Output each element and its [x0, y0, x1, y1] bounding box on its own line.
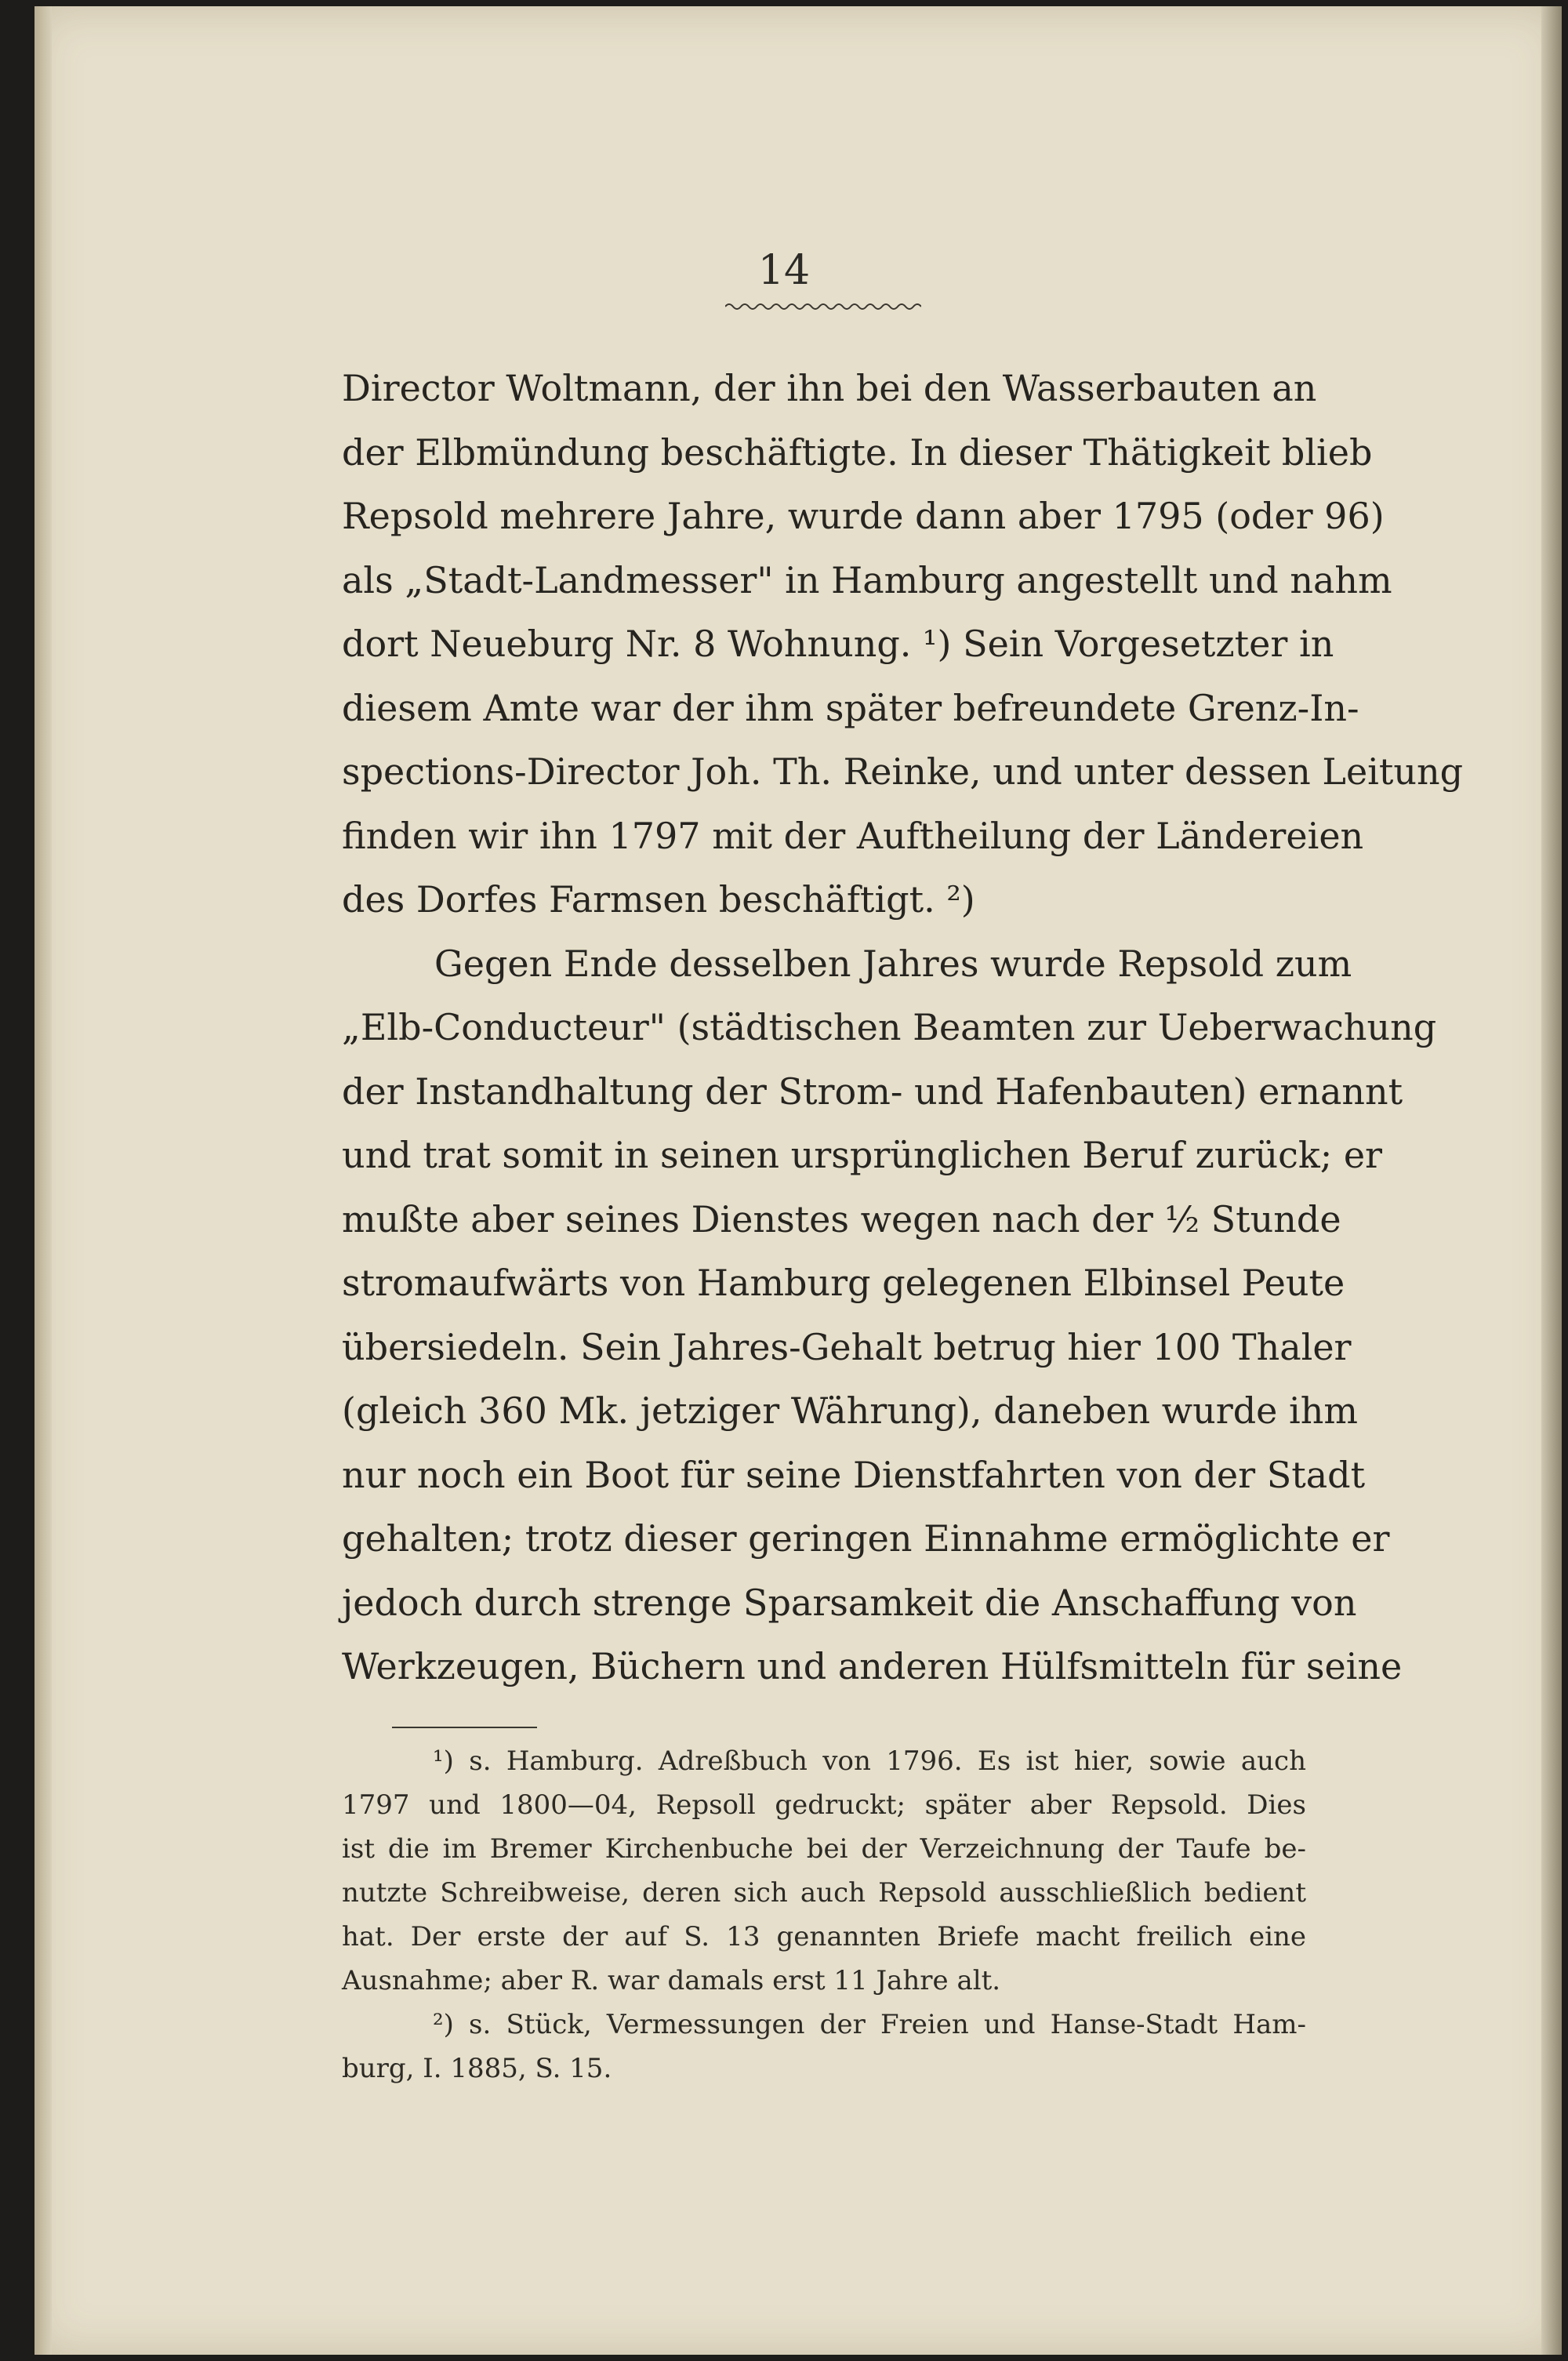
text-line: des Dorfes Farmsen beschäftigt. ²) — [342, 878, 975, 921]
text-line: Gegen Ende desselben Jahres wurde Repsold zum — [434, 942, 1352, 985]
footnote-divider — [392, 1727, 537, 1728]
text-line: dort Neueburg Nr. 8 Wohnung. ¹) Sein Vorgesetzter in — [342, 623, 1334, 665]
page-right-edge — [1541, 6, 1562, 2355]
wavy-ornament — [725, 301, 921, 312]
text-line: als „Stadt-Landmesser" in Hamburg angestellt und nahm — [342, 558, 1392, 601]
text-line: diesem Amte war der ihm später befreundete Grenz-In- — [342, 686, 1359, 729]
text-line: jedoch durch strenge Sparsamkeit die Anschaffung von — [342, 1581, 1357, 1624]
text-line: spections-Director Joh. Th. Reinke, und unter dessen Leitung — [342, 750, 1464, 793]
footnote-line: ist die im Bremer Kirchenbuche bei der Verzeichnung der Taufe be- — [342, 1833, 1306, 1865]
page-number: 14 — [757, 247, 811, 294]
text-line: übersiedeln. Sein Jahres-Gehalt betrug hier 100 Thaler — [342, 1325, 1352, 1368]
text-line: (gleich 360 Mk. jetziger Währung), daneben wurde ihm — [342, 1389, 1358, 1432]
text-line: der Instandhaltung der Strom- und Hafenbauten) ernannt — [342, 1070, 1403, 1113]
footnote-line: ²) s. Stück, Vermessungen der Freien und Hanse-Stadt Ham- — [433, 2009, 1306, 2040]
text-line: „Elb-Conducteur" (städtischen Beamten zur Ueberwachung — [342, 1006, 1437, 1048]
page-spine-edge — [34, 6, 52, 2355]
text-line: gehalten; trotz dieser geringen Einnahme ermöglichte er — [342, 1517, 1390, 1560]
text-line: Repsold mehrere Jahre, wurde dann aber 1795 (oder 96) — [342, 495, 1385, 537]
footnote-line: nutzte Schreibweise, deren sich auch Repsold ausschließlich bedient — [342, 1877, 1306, 1909]
footnote-line: burg, I. 1885, S. 15. — [342, 2053, 612, 2084]
text-line: finden wir ihn 1797 mit der Auftheilung der Ländereien — [342, 814, 1364, 857]
text-line: Director Woltmann, der ihn bei den Wasserbauten an — [342, 367, 1317, 409]
text-line: Werkzeugen, Büchern und anderen Hülfsmitteln für seine — [342, 1645, 1403, 1687]
text-line: mußte aber seines Dienstes wegen nach der ½ Stunde — [342, 1197, 1341, 1240]
text-line: nur noch ein Boot für seine Dienstfahrten von der Stadt — [342, 1453, 1366, 1496]
footnotes — [342, 1739, 1306, 2090]
footnote-line: ¹) s. Hamburg. Adreßbuch von 1796. Es ist hier, sowie auch — [433, 1745, 1306, 1777]
footnote-line: hat. Der erste der auf S. 13 genannten Briefe macht freilich eine — [342, 1921, 1306, 1952]
footnote-line: Ausnahme; aber R. war damals erst 11 Jahre alt. — [342, 1965, 1001, 1996]
main-text — [342, 357, 1464, 1699]
text-line: der Elbmündung beschäftigte. In dieser Thätigkeit blieb — [342, 430, 1373, 474]
footnote-line: 1797 und 1800—04, Repsoll gedruckt; später aber Repsold. Dies — [342, 1789, 1306, 1821]
text-line: und trat somit in seinen ursprünglichen Beruf zurück; er — [342, 1134, 1383, 1176]
text-line: stromaufwärts von Hamburg gelegenen Elbinsel Peute — [342, 1262, 1345, 1304]
